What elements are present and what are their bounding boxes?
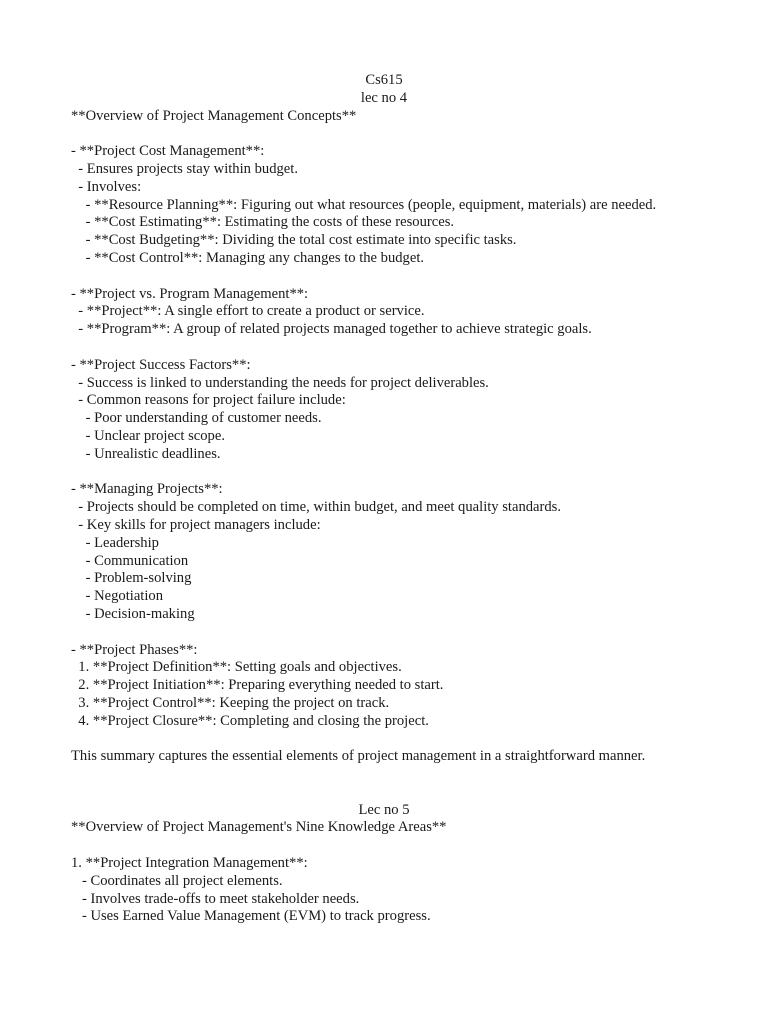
blank-line (71, 784, 711, 802)
text-line: - Unclear project scope. (71, 427, 225, 444)
text-line: lec no 4 (360, 89, 408, 106)
text-line: - Involves trade-offs to meet stakeholder needs. (71, 890, 360, 907)
blank-line (71, 268, 711, 286)
text-line: - **Resource Planning**: Figuring out what resources (people, equipment, materials) are needed. (71, 196, 657, 213)
text-line: - Ensures projects stay within budget. (71, 160, 298, 177)
text-line: - **Project**: A single effort to create a product or service. (71, 303, 425, 320)
document-page (71, 72, 711, 926)
blank-line (71, 125, 711, 143)
text-line: - **Project Phases**: (71, 641, 198, 658)
text-line: - Involves: (71, 178, 142, 195)
text-line: 1. **Project Integration Management**: (71, 855, 308, 872)
text-line: 2. **Project Initiation**: Preparing everything needed to start. (71, 677, 444, 694)
text-line: This summary captures the essential elements of project management in a straightforward manner. (71, 748, 646, 765)
text-line: - Problem-solving (71, 570, 192, 587)
blank-line (71, 837, 711, 855)
text-line: - **Project vs. Program Management**: (71, 285, 309, 302)
text-line: - Unrealistic deadlines. (71, 445, 221, 462)
text-line: - **Managing Projects**: (71, 481, 223, 498)
text-line: Cs615 (365, 72, 403, 88)
text-line: - Coordinates all project elements. (71, 872, 283, 889)
text-line: - **Cost Control**: Managing any changes to the budget. (71, 249, 425, 266)
text-line: - Negotiation (71, 588, 164, 605)
text-line: - **Program**: A group of related projects managed together to achieve strategic goals. (71, 321, 592, 338)
text-line: - Success is linked to understanding the needs for project deliverables. (71, 374, 489, 391)
blank-line (71, 766, 711, 784)
text-line: - **Project Success Factors**: (71, 356, 251, 373)
text-line: 3. **Project Control**: Keeping the project on track. (71, 694, 390, 711)
text-line: - Key skills for project managers include: (71, 516, 321, 533)
text-line: 4. **Project Closure**: Completing and closing the project. (71, 712, 429, 729)
blank-line (71, 730, 711, 748)
text-line: 1. **Project Definition**: Setting goals and objectives. (71, 659, 402, 676)
text-line: **Overview of Project Management Concepts** (71, 107, 357, 124)
text-line: - Leadership (71, 534, 159, 551)
text-line: - **Cost Estimating**: Estimating the costs of these resources. (71, 214, 455, 231)
blank-line (71, 464, 711, 482)
text-line: - Uses Earned Value Management (EVM) to track progress. (71, 908, 431, 925)
text-line: - **Project Cost Management**: (71, 143, 265, 160)
text-line: - Projects should be completed on time, within budget, and meet quality standards. (71, 499, 562, 516)
blank-line (71, 339, 711, 357)
text-line: **Overview of Project Management's Nine Knowledge Areas** (71, 819, 447, 836)
text-line: - Decision-making (71, 605, 195, 622)
text-line: - Common reasons for project failure include: (71, 392, 346, 409)
text-line: - **Cost Budgeting**: Dividing the total cost estimate into specific tasks. (71, 232, 517, 249)
blank-line (71, 624, 711, 642)
text-line: - Poor understanding of customer needs. (71, 410, 322, 427)
text-line: - Communication (71, 552, 189, 569)
text-line: Lec no 5 (358, 801, 410, 818)
